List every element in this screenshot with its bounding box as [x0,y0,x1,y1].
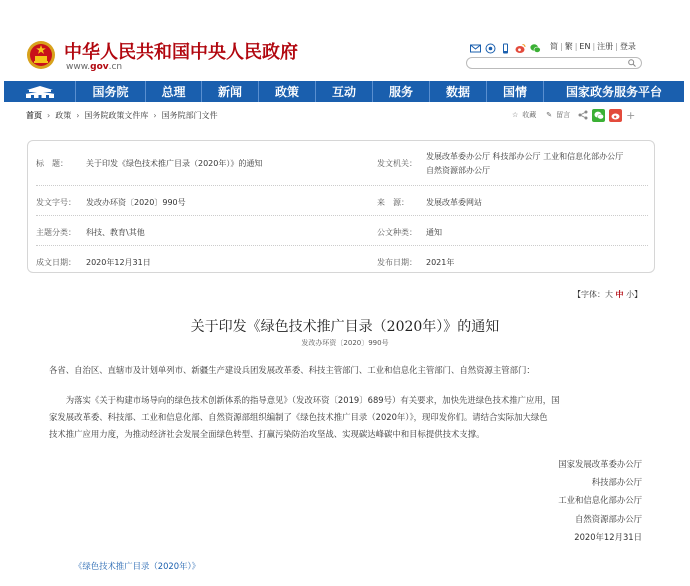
nav-data[interactable]: 数据 [430,81,487,102]
article-doc-number: 发改办环资〔2020〕990号 [301,339,389,347]
docno-value: 发改办环资〔2020〕990号 [86,198,186,207]
star-icon[interactable]: ☆ [512,111,519,119]
nav-state-council[interactable]: 国务院 [76,81,146,102]
source-label: 来 源： [377,198,409,207]
nav-policy[interactable]: 政策 [259,81,316,102]
nav-home[interactable] [4,81,76,102]
nav-services[interactable]: 服务 [373,81,430,102]
link-traditional[interactable]: 繁 [564,42,573,51]
source-value: 发展改革委网站 [426,198,482,207]
comment-link[interactable]: 留言 [556,111,571,119]
written-date-value: 2020年12月31日 [86,258,151,267]
national-emblem-icon[interactable] [26,40,56,70]
docno-label: 发文字号： [36,198,76,207]
top-icon-bar [470,42,541,54]
weibo-share-icon[interactable] [609,109,622,122]
body-line: 家发展改革委、科技部、工业和信息化部、自然资源部组织编制了《绿色技术推广目录（2020年）》，现印发你们。请结合实际加大绿色 [49,412,548,422]
breadcrumb-home[interactable]: 首页 [26,111,42,120]
breadcrumb [26,110,218,121]
nav-interaction[interactable]: 互动 [316,81,373,102]
favorite-link[interactable]: 收藏 [522,111,537,119]
issuer-line-1: 发展改革委办公厅 科技部办公厅 工业和信息化部办公厅 [426,152,624,161]
font-size-prefix: 【字体： [573,290,605,299]
breadcrumb-policy-library[interactable]: 国务院政策文件库 [84,111,149,120]
font-size-toggle [573,289,642,300]
top-links: 简 | 繁 | EN | 注册 | 登录 [550,42,636,51]
published-date-label: 发布日期： [377,258,417,267]
breadcrumb-policy[interactable]: 政策 [55,111,72,120]
more-share-icon[interactable]: + [626,108,636,122]
weibo-icon[interactable] [515,43,526,54]
signature-ndrc: 国家发展改革委办公厅 [558,459,642,469]
signature-mnr: 自然资源部办公厅 [575,514,642,524]
link-login[interactable]: 登录 [619,42,636,51]
signature-miit: 工业和信息化部办公厅 [558,495,642,505]
issuer-line-2: 自然资源部办公厅 [426,166,490,175]
topic-value: 科技、教育\其他 [86,228,145,237]
breadcrumb-dept-docs[interactable]: 国务院部门文件 [161,111,218,120]
chevron-right-icon: › [153,111,157,120]
signature-most: 科技部办公厅 [591,477,642,487]
nav-premier[interactable]: 总理 [146,81,202,102]
document-info-table [27,140,655,273]
link-simplified[interactable]: 简 [550,42,558,51]
tiananmen-icon [23,85,57,99]
body-line: 为落实《关于构建市场导向的绿色技术创新体系的指导意见》（发改环资〔2019〕689号）有关要求，加快先进绿色技术推广应用，国 [49,395,560,405]
nav-news[interactable]: 新闻 [202,81,259,102]
article-title: 关于印发《绿色技术推广目录（2020年）》的通知 [190,319,500,335]
doctype-value: 通知 [426,228,442,237]
link-english[interactable]: EN [579,42,591,51]
font-size-mid[interactable]: 中 [615,290,624,299]
url-suffix: .cn [108,62,123,72]
attachment-link[interactable]: 《绿色技术推广目录（2020年）》 [74,561,200,571]
mail-icon[interactable] [470,43,481,54]
app-icon[interactable] [485,43,496,54]
url-prefix: www. [66,62,91,72]
nav-gov-service-platform[interactable]: 国家政务服务平台 [565,85,662,99]
search-icon[interactable] [628,59,636,67]
nav-national-info[interactable]: 国情 [487,81,544,102]
written-date-label: 成文日期： [36,258,76,267]
pen-icon[interactable]: ✎ [546,111,553,119]
chevron-right-icon: › [47,111,51,120]
share-tools [512,108,635,122]
site-header [0,0,690,78]
doctype-label: 公文种类： [377,228,417,237]
title-value: 关于印发《绿色技术推广目录（2020年）》的通知 [86,159,263,168]
signature-date: 2020年12月31日 [574,532,642,542]
issuer-label: 发文机关： [377,159,417,168]
title-label: 标 题： [36,159,68,168]
url-gov: gov [90,62,109,72]
published-date-value: 2021年 [426,258,455,267]
wechat-share-icon[interactable] [592,109,605,122]
site-url[interactable] [66,62,122,72]
main-nav [4,81,684,102]
chevron-right-icon: › [76,111,80,120]
body-line: 技术推广应用力度，为推动经济社会发展全面绿色转型、打赢污染防治攻坚战、实现碳达峰碳中和目标提供技术支撑。 [49,429,485,439]
mobile-icon[interactable] [500,43,511,54]
wechat-icon[interactable] [530,43,541,54]
link-register[interactable]: 注册 [597,42,614,51]
site-title[interactable]: 中华人民共和国中央人民政府 [64,42,298,63]
issuer-value [426,150,623,178]
font-size-small[interactable]: 小 [626,290,635,299]
search-input[interactable] [466,57,642,69]
share-icon[interactable] [578,110,588,120]
topic-label: 主题分类： [36,228,76,237]
article-body [49,392,649,443]
article-recipients: 各省、自治区、直辖市及计划单列市、新疆生产建设兵团发展改革委、科技主管部门、工业和信息化主管部门、自然资源主管部门： [49,365,535,375]
font-size-suffix: 】 [634,290,643,299]
font-size-big[interactable]: 大 [605,290,613,299]
